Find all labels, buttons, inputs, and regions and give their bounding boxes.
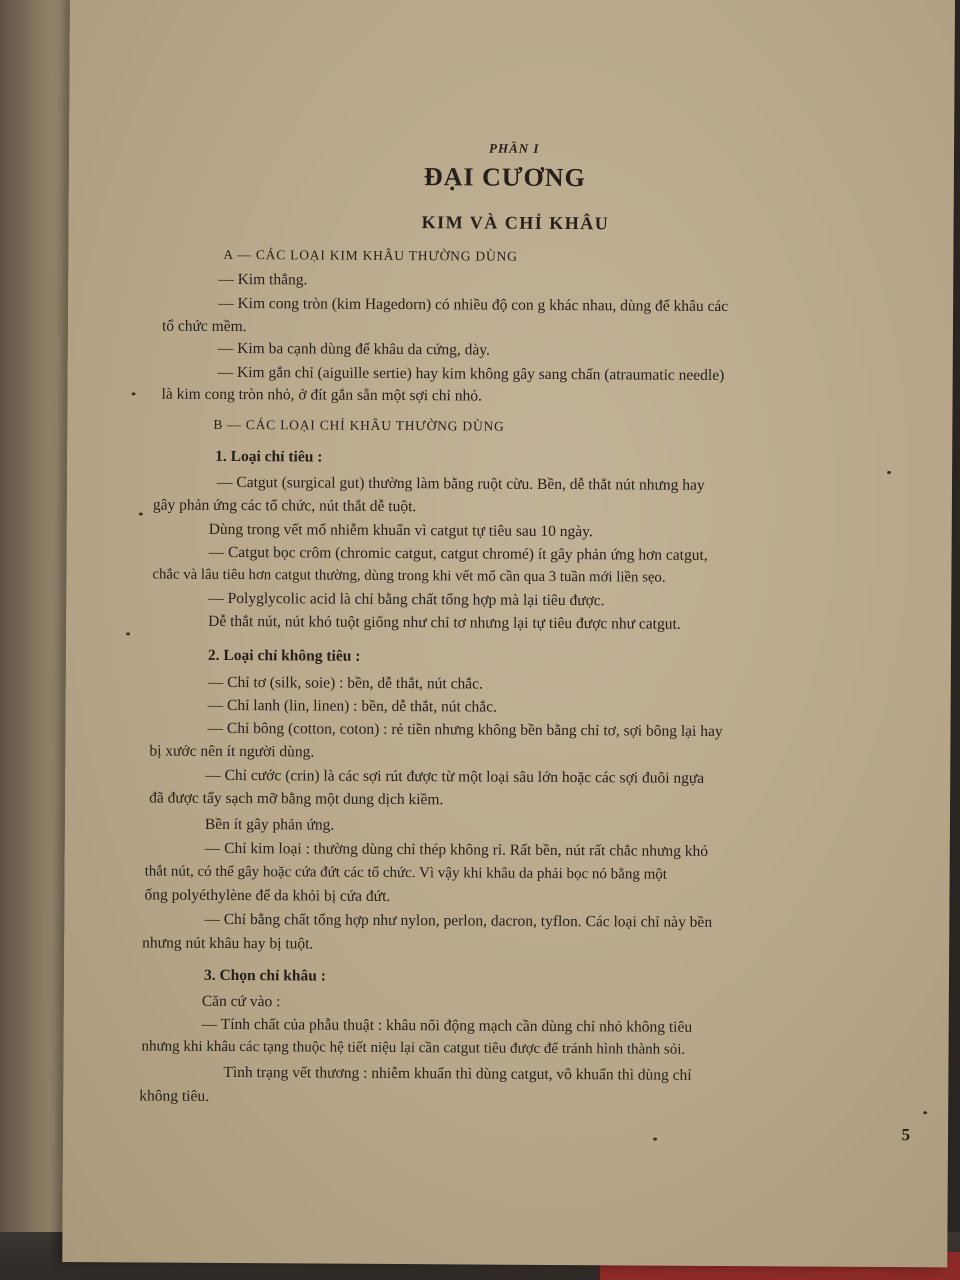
text-line: — Kim ba cạnh dùng để khâu da cứng, dày. bbox=[217, 339, 491, 359]
text-line: là kim cong tròn nhỏ, ở đít gắn sẵn một sợi chỉ nhỏ. bbox=[161, 385, 482, 405]
paper-speck bbox=[653, 1138, 657, 1141]
text-line: bị xước nên ít người dùng. bbox=[149, 742, 315, 761]
text-line: Dùng trong vết mổ nhiễm khuẩn vì catgut tự tiêu sau 10 ngày. bbox=[208, 520, 593, 541]
text-line: gây phản ứng các tổ chức, nút thắt dễ tuột. bbox=[152, 496, 417, 516]
text-line: nhưng khi khâu các tạng thuộc hệ tiết niệu lại cần catgut tiêu được để tránh hình thành sỏi. bbox=[141, 1038, 686, 1058]
subheading: 2. Loại chỉ không tiêu : bbox=[207, 646, 361, 665]
chapter-title: ĐẠI CƯƠNG bbox=[423, 162, 586, 193]
page-number: 5 bbox=[901, 1125, 911, 1145]
text-line: — Chỉ lanh (lin, linen) : bền, dễ thắt, nút chắc. bbox=[207, 696, 497, 716]
paper-speck bbox=[139, 512, 143, 515]
paper-speck bbox=[923, 1111, 927, 1114]
section-heading-a: A — CÁC LOẠI KIM KHÂU THƯỜNG DÙNG bbox=[223, 246, 518, 264]
text-line: — Chỉ tơ (silk, soie) : bền, dễ thắt, nút chắc. bbox=[207, 673, 483, 693]
paper-speck bbox=[126, 632, 130, 635]
text-line: — Chỉ kim loại : thường dùng chỉ thép không rỉ. Rất bền, nút rất chắc nhưng khó bbox=[204, 839, 709, 860]
text-line: — Chỉ bằng chất tổng hợp như nylon, perlon, dacron, tyflon. Các loại chỉ này bền bbox=[204, 910, 713, 931]
text-line: Tình trạng vết thương : nhiễm khuẩn thì dùng catgut, vô khuẩn thì dùng chỉ bbox=[223, 1063, 692, 1084]
text-line: Căn cứ vào : bbox=[201, 992, 281, 1011]
text-line: — Tính chất của phẫu thuật : khâu nối động mạch cần dùng chỉ nhỏ không tiêu bbox=[201, 1015, 693, 1036]
text-line: — Kim thẳng. bbox=[218, 270, 308, 289]
text-line: thắt nút, có thể gây hoặc cứa đứt các tổ chức. Vì vậy khi khâu da phải bọc nó bằng một bbox=[144, 863, 667, 883]
text-line: — Kim cong tròn (kim Hagedorn) có nhiều độ con g khác nhau, dùng để khâu các bbox=[218, 294, 729, 316]
text-line: — Polyglycolic acid là chỉ bằng chất tổng hợp mà lại tiêu được. bbox=[208, 589, 605, 610]
text-line: ống polyéthylène để da khỏi bị cứa đứt. bbox=[144, 886, 391, 905]
section-heading-b: B — CÁC LOẠI CHỈ KHÂU THƯỜNG DÙNG bbox=[213, 416, 505, 434]
text-line: nhưng nút khâu hay bị tuột. bbox=[142, 934, 314, 953]
text-line: — Chỉ cước (crin) là các sợi rút được từ một loại sâu lớn hoặc các sợi đuôi ngựa bbox=[205, 766, 705, 787]
text-line: đã được tẩy sạch mỡ bằng một dung dịch kiềm. bbox=[149, 789, 444, 809]
text-line: — Catgut bọc crôm (chromic catgut, catgut chromé) ít gây phản ứng hơn catgut, bbox=[208, 543, 708, 564]
book-page bbox=[62, 0, 955, 1267]
subheading: 3. Chọn chỉ khâu : bbox=[203, 966, 326, 985]
text-line: Dễ thắt nút, nút khó tuột giống như chỉ tơ nhưng lại tự tiêu được như catgut. bbox=[208, 612, 681, 633]
text-line: không tiêu. bbox=[139, 1087, 210, 1105]
subheading: 1. Loại chỉ tiêu : bbox=[215, 447, 323, 466]
paper-speck bbox=[132, 392, 136, 395]
text-line: — Chỉ bông (cotton, coton) : rẻ tiền nhưng không bền bằng chỉ tơ, sợi bông lại hay bbox=[207, 719, 723, 741]
text-line: chắc và lâu tiêu hơn catgut thường, dùng trong khi vết mổ cần qua 3 tuần mới liền sẹo. bbox=[152, 566, 666, 586]
text-line: tổ chức mềm. bbox=[161, 317, 247, 336]
text-line: Bền ít gây phản ứng. bbox=[204, 815, 335, 834]
text-line: — Kim gắn chỉ (aiguille sertie) hay kim không gây sang chấn (atraumatic needle) bbox=[217, 363, 725, 385]
paper-speck bbox=[887, 471, 891, 474]
text-line: — Catgut (surgical gut) thường làm bằng ruột cừu. Bền, dễ thắt nút nhưng hay bbox=[216, 473, 705, 494]
part-label: PHẦN I bbox=[489, 140, 540, 156]
section-title: KIM VÀ CHỈ KHÂU bbox=[421, 212, 610, 234]
